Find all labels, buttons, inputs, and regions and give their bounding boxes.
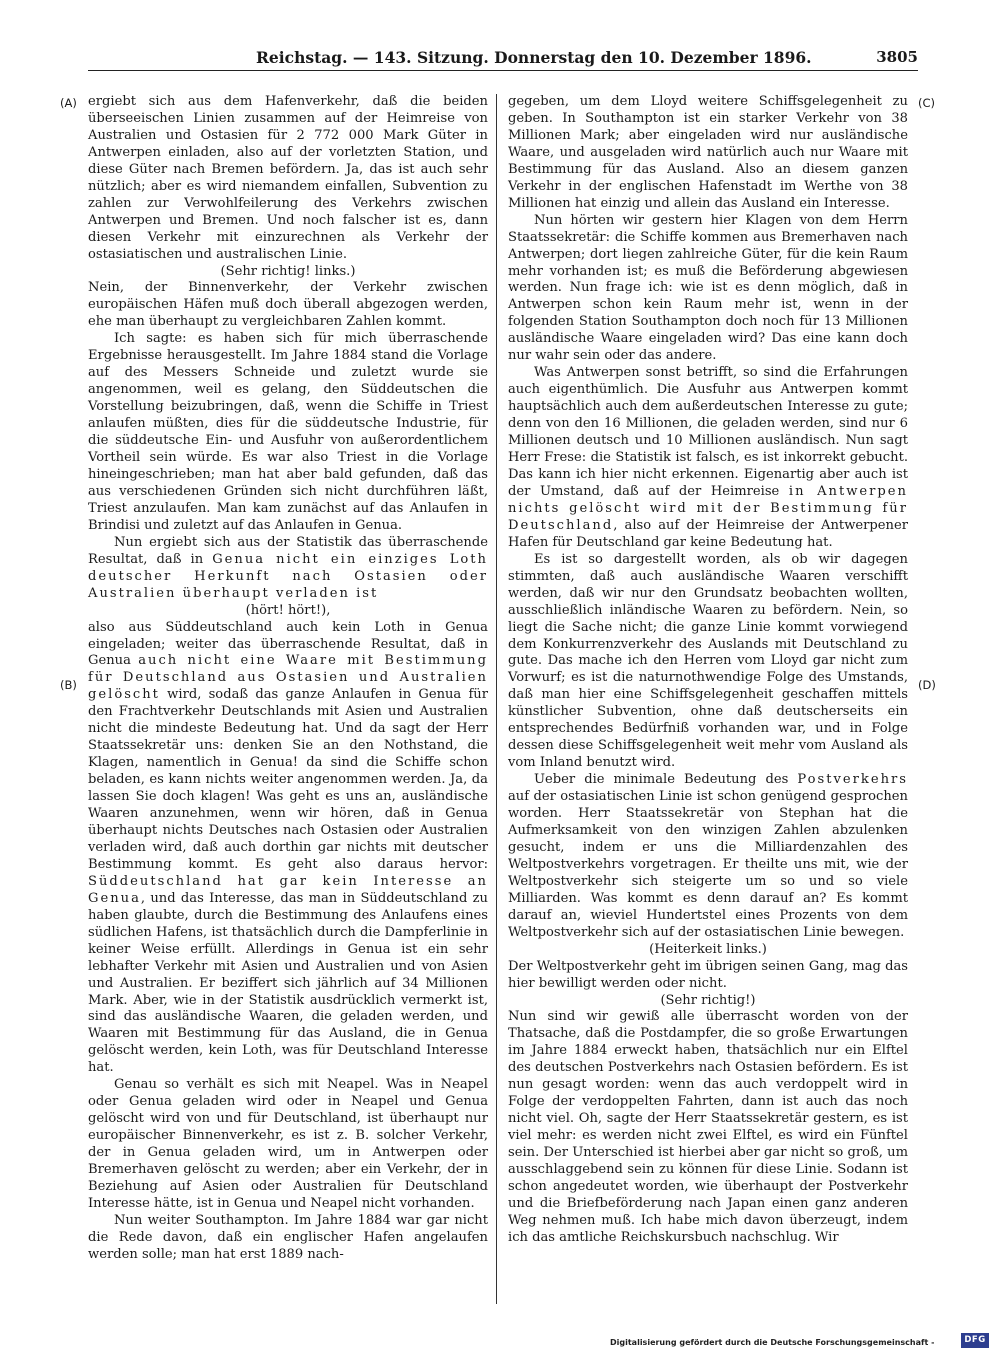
left-column xyxy=(88,94,488,1264)
margin-mark-a: (A) xyxy=(60,96,77,110)
page-header xyxy=(88,48,918,71)
paragraph xyxy=(88,1077,488,1213)
paragraph-text: (Heiterkeit links.) xyxy=(649,941,767,957)
paragraph-text: , und das Interesse, das man in Süddeutschland zu haben glaubte, durch die Bestimmung des Anlaufens eines südlichen Hafens, ist thatsächlich durch die Dampferlinie in keiner Weise erfüllt. Allerdings in Genua ist ein sehr lebhafter Verkehr mit Asien und Australien und von Asien und Australien. Er beziffert sich jährlich auf 34 Millionen Mark. Aber, wie in der Statistik ausdrücklich vermerkt ist, sind das ausländische Waaren, die geladen werden, und Waaren mit Bestimmung für das Ausland, die in Genua gelöscht werden, kein Loth, was für Deutschland Interesse hat. xyxy=(88,890,488,1076)
paragraph-text: ergiebt sich aus dem Hafenverkehr, daß die beiden überseeischen Linien zusammen auf der Heimreise von Australien und Ostasien für 2 772 000 Mark Güter in Antwerpen einladen, also auf der vorletzten Station, und diese Güter nach Bremen befördern. Ja, das ist auch sehr nützlich; aber es wird niemandem einfallen, Subvention zu zahlen zur Verwohlfeilerung des Verkehrs zwischen Antwerpen und Bremen. Und noch falscher ist es, dann diesen Verkehr mit einzurechnen als Verkehr der ostasiatischen und australischen Linie. xyxy=(88,94,488,262)
paragraph xyxy=(508,1009,908,1246)
paragraph-text: Der Weltpostverkehr geht im übrigen seinen Gang, mag das hier bewilligt werden oder nicht. xyxy=(508,958,908,991)
interjection xyxy=(88,264,488,281)
paragraph-text: Nein, der Binnenverkehr, der Verkehr zwischen europäischen Häfen muß doch überall abgezogen werden, ehe man überhaupt zu vergleichbaren Zahlen kommt. xyxy=(88,280,488,330)
paragraph xyxy=(508,772,908,942)
margin-mark-b: (B) xyxy=(60,678,77,692)
paragraph-text: gegeben, um dem Lloyd weitere Schiffsgelegenheit zu geben. In Southampton ist ein starker Verkehr von 38 Millionen Mark; aber eingeladen wird nur ausländische Waare, und ausgeladen wird natürlich auch nur Waare mit Bestimmung für das Ausland. Also an diesem ganzen Verkehr in der englischen Hafenstadt im Werthe von 38 Millionen hat einzig und allein das Ausland ein Interesse. xyxy=(508,94,908,211)
paragraph-text: Was Antwerpen sonst betrifft, so sind die Erfahrungen auch eigenthümlich. Die Ausfuhr aus Antwerpen kommt hauptsächlich auch dem außerdeutschen Interesse zu gute; denn von den 16 Millionen, die geladen werden, sind nur 6 Millionen deutsch und 10 Millionen ausländisch. Nun sagt Herr Frese: die Statistik ist falsch, es ist inkorrekt gebucht. Das kann ich hier nicht erkennen. Eigenartig aber auch ist der Umstand, daß auf der Heimreise xyxy=(508,365,908,499)
paragraph xyxy=(88,94,488,264)
paragraph xyxy=(508,94,908,213)
footer-credit: Digitalisierung gefördert durch die Deutsche Forschungsgemeinschaft - xyxy=(610,1338,935,1347)
margin-mark-c: (C) xyxy=(918,96,936,110)
paragraph xyxy=(88,280,488,331)
paragraph xyxy=(508,213,908,366)
paragraph xyxy=(508,552,908,772)
right-column xyxy=(508,94,908,1247)
paragraph-text: (Sehr richtig! links.) xyxy=(220,263,356,279)
paragraph xyxy=(88,1213,488,1264)
margin-mark-d: (D) xyxy=(918,678,936,692)
emphasized-text: Genua nicht ein einziges Loth deutscher Herkunft nach Ostasien oder Australien überhaupt verladen ist xyxy=(88,551,488,601)
paragraph-text: (Sehr richtig!) xyxy=(660,992,756,1008)
paragraph-text: Nun hörten wir gestern hier Klagen von dem Herrn Staatssekretär: die Schiffe kommen aus Bremerhaven nach Antwerpen; dort liegen zahlreiche Güter, für die kein Raum mehr vorhanden ist; es muß die Beförderung abgewiesen werden. Nun frage ich: wie ist es denn möglich, daß in Antwerpen schon kein Raum mehr ist, wenn in der folgenden Station Southampton doch noch für 13 Millionen ausländische Waare eingeladen wird? Das eine kann doch nur wahr sein oder das andere. xyxy=(508,212,908,364)
paragraph xyxy=(508,365,908,551)
paragraph xyxy=(88,535,488,603)
paragraph-text: Nun sind wir gewiß alle überrascht worden von der Thatsache, daß die Postdampfer, die so große Erwartungen im Jahre 1884 erweckt haben, thatsächlich nur ein Elftel des deutschen Postverkehrs nach Ostasien befördern. Es ist nun gesagt worden: wenn das auch verdoppelt wird in Folge der verdoppelten Fahrten, dann ist auch das noch nicht viel. Oh, sagte der Herr Staatssekretär gestern, es ist viel mehr: es werden nicht zwei Elftel, es wird ein Fünftel sein. Der Unterschied ist hierbei aber gar nicht so groß, um ausschlaggebend sein zu können für diese Linie. Sodann ist schon angedeutet worden, wie überhaupt der Postverkehr und die Briefbeförderung nach Japan einen ganz anderen Weg nehmen muß. Ich habe mich davon überzeugt, indem ich das amtliche Reichskursbuch nachschlug. Wir xyxy=(508,1009,908,1245)
column-divider xyxy=(496,94,497,1304)
emphasized-text: in Antwerpen nichts gelöscht wird mit der Bestimmung für Deutschland xyxy=(508,483,908,533)
paragraph-text: Nun ergiebt sich aus der Statistik das überraschende Resultat, daß in xyxy=(88,534,488,567)
paragraph-text: Genau so verhält es sich mit Neapel. Was in Neapel oder Genua geladen wird oder in Neapel und Genua gelöscht wird von und für Deutschland, ist überhaupt nur europäischer Binnenverkehr, es ist z. B. solcher Verkehr, der in Genua geladen wird, um in Antwerpen oder Bremerhaven gelöscht zu werden; aber ein Verkehr, der in Beziehung auf Asien oder Australien für Deutschland Interesse hätte, ist in Genua und Neapel nicht vorhanden. xyxy=(88,1077,488,1211)
paragraph-text: auf der ostasiatischen Linie ist schon genügend gesprochen worden. Herr Staatssekretär von Stephan hat die Aufmerksamkeit von den winzigen Zahlen abzulenken gesucht, indem er uns die Milliardenzahlen des Weltpostverkehrs vorgetragen. Er theilte uns mit, wie der Weltpostverkehr sich steigerte um so und so viele Milliarden. Was kommt es denn darauf an? Es kommt darauf an, wieviel Hundertstel eines Prozents von dem Weltpostverkehr sich auf der ostasiatischen Linie bewegen. xyxy=(508,789,908,940)
emphasized-text: Postverkehrs xyxy=(797,772,908,788)
dfg-logo: DFG xyxy=(961,1333,989,1348)
paragraph xyxy=(88,331,488,534)
paragraph-text: Ich sagte: es haben sich für mich überraschende Ergebnisse herausgestellt. Im Jahre 1884 stand die Vorlage auf des Messers Schneide und zuletzt wurde sie angenommen, weil es gelang, den Süddeutschen die Vorstellung beizubringen, daß, wenn die Schiffe in Triest anlaufen müßten, dies für die süddeutsche Industrie, für die süddeutsche Ein- und Ausfuhr von außerordentlichem Vortheil sein würde. Es war also Triest in die Vorlage hineingeschrieben; man hat aber bald gefunden, daß das aus verschiedenen Gründen sich nicht durchführen läßt, Triest anzulaufen. Man kam zunächst auf das Anlaufen in Brindisi und zuletzt auf das Anlaufen in Genua. xyxy=(88,331,488,533)
emphasized-text: Süddeutschland hat gar kein Interesse an Genua xyxy=(88,873,488,906)
paragraph-text: Nun weiter Southampton. Im Jahre 1884 war gar nicht die Rede davon, daß ein englischer Hafen angelaufen werden solle; man hat erst 1889 nach- xyxy=(88,1212,488,1262)
running-head: Reichstag. — 143. Sitzung. Donnerstag den 10. Dezember 1896. xyxy=(256,48,812,67)
interjection xyxy=(508,942,908,959)
paragraph-text: , also auf der Heimreise der Antwerpener Hafen für Deutschland gar keine Bedeutung hat. xyxy=(508,517,908,550)
paragraph-text: Es ist so dargestellt worden, als ob wir dagegen stimmten, daß auch ausländische Waaren verschifft werden, daß wir nur den Grundsatz beobachten wollten, ausschließlich inländische Waaren zu befördern. Nein, so liegt die Sache nicht; die ganze Linie kommt vorwiegend dem Konkurrenzverkehr des Auslands mit Deutschland zu gute. Das mache ich den Herren vom Lloyd gar nicht zum Vorwurf; es ist die naturnothwendige Folge des Umstands, daß man hier eine Schiffsgelegenheit geschaffen mittels künstlicher Subvention, ohne daß deutscherseits ein entsprechendes Bedürfniß vorhanden war, und in Folge dessen diese Schiffsgelegenheit weit mehr vom Ausland als vom Inland benutzt wird. xyxy=(508,551,908,771)
page-number: 3805 xyxy=(876,48,918,66)
interjection xyxy=(88,603,488,620)
emphasized-text: auch nicht eine Waare mit Bestimmung für Deutschland aus Ostasien und Australien gelöscht xyxy=(88,653,488,703)
paragraph xyxy=(88,620,488,1078)
paragraph-text: (hört! hört!), xyxy=(245,602,331,618)
paragraph-text: wird, sodaß das ganze Anlaufen in Genua für den Frachtverkehr Deutschlands mit Asien und Australien nicht die mindeste Bedeutung hat. Und da sagt der Herr Staatssekretär uns: denken Sie an den Nothstand, die Klagen, namentlich in Genua! da sind die Schiffe schon beladen, es kann nichts weiter angenommen werden. Ja, da lassen Sie doch klagen! Was geht es uns an, ausländische Waaren anzunehmen, wenn wir hören, daß in Genua überhaupt nichts Deutsches nach Ostasien oder Australien verladen wird, daß auch dorthin gar nichts mit deutscher Bestimmung kommt. Es geht also daraus hervor: xyxy=(88,687,488,872)
paragraph-text: also aus Süddeutschland auch kein Loth in Genua eingeladen; weiter das überraschende Resultat, daß in Genua xyxy=(88,619,488,669)
paragraph xyxy=(508,959,908,993)
interjection xyxy=(508,993,908,1010)
paragraph-text: Ueber die minimale Bedeutung des xyxy=(534,772,798,788)
